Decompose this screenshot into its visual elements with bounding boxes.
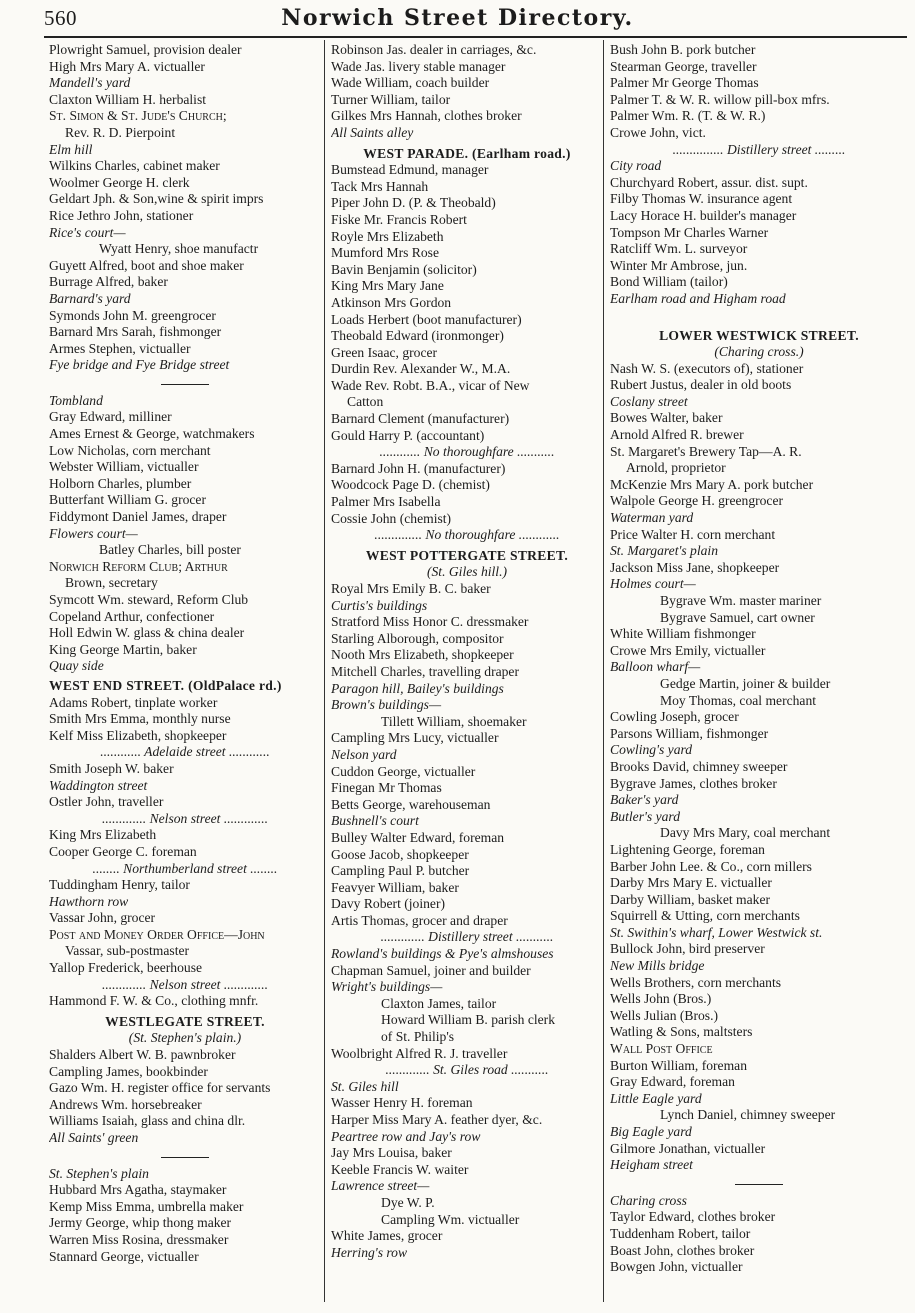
directory-entry: Crowe John, vict. xyxy=(610,124,706,140)
street-name: Peartree row and Jay's row xyxy=(331,1128,481,1144)
indented-entry: Howard William B. parish clerk xyxy=(381,1012,555,1028)
street-name: St. Giles hill xyxy=(331,1078,399,1094)
directory-entry: Bulley Walter Edward, foreman xyxy=(331,829,505,845)
directory-entry: Smith Joseph W. baker xyxy=(49,760,174,776)
directory-entry: Warren Miss Rosina, dressmaker xyxy=(49,1231,229,1247)
indented-entry: Davy Mrs Mary, coal merchant xyxy=(660,825,831,841)
spacer xyxy=(610,308,908,324)
directory-entry: Winter Mr Ambrose, jun. xyxy=(610,257,748,273)
street-name: Wright's buildings— xyxy=(331,979,443,995)
entry-continuation: Brown, secretary xyxy=(65,575,158,591)
directory-entry: Copeland Arthur, confectioner xyxy=(49,608,215,624)
directory-entry: Feavyer William, baker xyxy=(331,879,459,895)
directory-column-2 xyxy=(331,42,603,1307)
directory-entry: Guyett Alfred, boot and shoe maker xyxy=(49,257,244,273)
directory-entry: Bygrave James, clothes broker xyxy=(610,775,777,791)
directory-entry: Gilmore Jonathan, victualler xyxy=(610,1140,766,1156)
street-name: Flowers court— xyxy=(49,525,138,541)
street-name: Mandell's yard xyxy=(49,75,131,91)
indented-entry: Tillett William, shoemaker xyxy=(381,713,527,729)
directory-entry: Campling Paul P. butcher xyxy=(331,863,470,879)
indented-entry: Moy Thomas, coal merchant xyxy=(660,692,817,708)
street-name: Balloon wharf— xyxy=(610,659,701,675)
cross-street-marker: .............. No thoroughfare ............ xyxy=(374,527,560,543)
entry-continuation: Vassar, sub-postmaster xyxy=(65,943,190,959)
directory-entry: Wasser Henry H. foreman xyxy=(331,1095,473,1111)
section-heading: WEST POTTERGATE STREET. xyxy=(365,547,569,563)
directory-entry: Finegan Mr Thomas xyxy=(331,780,442,796)
directory-entry: Woolmer George H. clerk xyxy=(49,174,190,190)
directory-entry: Gray Edward, foreman xyxy=(610,1074,735,1090)
directory-entry: Symcott Wm. steward, Reform Club xyxy=(49,592,249,607)
cross-street-marker: ............. St. Giles road ........... xyxy=(385,1062,549,1078)
directory-entry: Squirrell & Utting, corn merchants xyxy=(610,908,800,924)
directory-entry: Burrage Alfred, baker xyxy=(49,274,168,290)
directory-entry: Crowe Mrs Emily, victualler xyxy=(610,642,766,658)
directory-entry: St. Simon & St. Jude's Church; xyxy=(49,108,227,124)
entry-continuation: Arnold, proprietor xyxy=(626,460,726,476)
directory-entry: Barnard Mrs Sarah, fishmonger xyxy=(49,324,222,340)
directory-entry: Watling & Sons, maltsters xyxy=(610,1024,753,1040)
directory-column-1 xyxy=(49,42,321,1307)
directory-column-3 xyxy=(610,42,908,1307)
street-name: Earlham road and Higham road xyxy=(610,290,786,306)
directory-entry: High Mrs Mary A. victualler xyxy=(49,58,205,74)
street-name: Quay side xyxy=(49,658,104,674)
section-subheading: (St. Stephen's plain.) xyxy=(128,1030,242,1046)
directory-entry: Hubbard Mrs Agatha, staymaker xyxy=(49,1182,227,1198)
directory-entry: Wells Brothers, corn merchants xyxy=(610,974,782,990)
street-name: Heigham street xyxy=(610,1157,693,1173)
cross-street-marker: ............... Distillery street ......... xyxy=(672,141,846,157)
street-name: All Saints alley xyxy=(331,124,414,140)
directory-entry: King George Martin, baker xyxy=(49,641,197,657)
directory-entry: Wells Julian (Bros.) xyxy=(610,1007,719,1023)
directory-entry: Taylor Edward, clothes broker xyxy=(610,1209,776,1225)
directory-entry: Shalders Albert W. B. pawnbroker xyxy=(49,1047,236,1063)
directory-entry: McKenzie Mrs Mary A. pork butcher xyxy=(610,476,814,492)
directory-entry: Wall Post Office xyxy=(610,1041,713,1057)
directory-entry: Stearman George, traveller xyxy=(610,58,757,74)
directory-entry: Palmer Mrs Isabella xyxy=(331,494,441,510)
header-rule xyxy=(44,36,907,38)
directory-entry: Keeble Francis W. waiter xyxy=(331,1161,469,1177)
directory-entry: Palmer Wm. R. (T. & W. R.) xyxy=(610,108,766,124)
indented-entry: Batley Charles, bill poster xyxy=(99,542,241,558)
directory-entry: Jay Mrs Louisa, baker xyxy=(331,1145,452,1161)
directory-entry: White James, grocer xyxy=(331,1228,443,1244)
directory-entry: Tuddingham Henry, tailor xyxy=(49,877,190,893)
column-divider xyxy=(603,40,604,1302)
directory-entry: Royle Mrs Elizabeth xyxy=(331,228,444,244)
street-name: Charing cross xyxy=(610,1192,687,1208)
street-name: New Mills bridge xyxy=(610,958,705,974)
directory-entry: Filby Thomas W. insurance agent xyxy=(610,191,793,207)
section-separator xyxy=(735,1184,783,1185)
directory-entry: Gray Edward, milliner xyxy=(49,409,172,425)
directory-entry: Tack Mrs Hannah xyxy=(331,178,429,194)
entry-continuation: Catton xyxy=(347,394,384,410)
section-subheading: (Charing cross.) xyxy=(714,344,804,360)
directory-entry: Ratcliff Wm. L. surveyor xyxy=(610,241,748,257)
section-heading: WEST END STREET. (OldPalace rd.) xyxy=(49,677,282,693)
cross-street-marker: ............ Adelaide street ............ xyxy=(100,744,270,760)
street-name: St. Margaret's plain xyxy=(610,543,719,559)
directory-entry: White William fishmonger xyxy=(610,626,756,642)
directory-entry: Boast John, clothes broker xyxy=(610,1242,755,1258)
directory-entry: Price Walter H. corn merchant xyxy=(610,526,776,542)
street-name: Nelson yard xyxy=(331,746,397,762)
street-name: City road xyxy=(610,158,662,174)
section-subheading: (St. Giles hill.) xyxy=(426,564,508,580)
directory-entry: Royal Mrs Emily B. C. baker xyxy=(331,581,491,596)
directory-entry: Smith Mrs Emma, monthly nurse xyxy=(49,711,231,727)
directory-entry: Butterfant William G. grocer xyxy=(49,492,206,508)
cross-street-marker: ........ Northumberland street ........ xyxy=(92,860,278,876)
directory-entry: Webster William, victualler xyxy=(49,459,199,475)
directory-entry: Adams Robert, tinplate worker xyxy=(49,694,218,710)
street-name: St. Stephen's plain xyxy=(49,1165,149,1181)
directory-entry: Cossie John (chemist) xyxy=(331,510,452,526)
section-separator xyxy=(161,1157,209,1158)
directory-entry: Armes Stephen, victualler xyxy=(49,340,191,356)
directory-entry: Bush John B. pork butcher xyxy=(610,42,756,57)
street-name: Elm hill xyxy=(49,141,93,157)
directory-entry: Woolbright Alfred R. J. traveller xyxy=(331,1045,508,1061)
directory-entry: Mitchell Charles, travelling draper xyxy=(331,663,519,679)
indented-entry: Claxton James, tailor xyxy=(381,995,497,1011)
column-divider xyxy=(324,40,325,1302)
directory-entry: Williams Isaiah, glass and china dlr. xyxy=(49,1113,246,1129)
directory-entry: Nash W. S. (executors of), stationer xyxy=(610,360,804,376)
directory-entry: Fiddymont Daniel James, draper xyxy=(49,509,227,525)
cross-street-marker: ............ No thoroughfare ........... xyxy=(379,444,555,460)
indented-entry: Gedge Martin, joiner & builder xyxy=(660,675,831,691)
directory-entry: Stannard George, victualler xyxy=(49,1248,199,1264)
street-name: Cowling's yard xyxy=(610,742,693,758)
cross-street-marker: ............. Nelson street ............. xyxy=(101,810,268,826)
directory-entry: Holborn Charles, plumber xyxy=(49,475,192,491)
directory-entry: Wade Jas. livery stable manager xyxy=(331,58,506,74)
street-name: Bushnell's court xyxy=(331,813,419,829)
directory-entry: Symonds John M. greengrocer xyxy=(49,307,216,323)
street-name: Waddington street xyxy=(49,777,148,793)
directory-entry: Artis Thomas, grocer and draper xyxy=(331,912,508,928)
directory-entry: Chapman Samuel, joiner and builder xyxy=(331,962,531,978)
directory-entry: Tompson Mr Charles Warner xyxy=(610,224,769,240)
street-name: St. Swithin's wharf, Lower Westwick st. xyxy=(610,924,823,940)
directory-entry: Harper Miss Mary A. feather dyer, &c. xyxy=(331,1112,543,1127)
directory-entry: King Mrs Mary Jane xyxy=(331,278,444,294)
directory-entry: Gilkes Mrs Hannah, clothes broker xyxy=(331,108,522,124)
directory-entry: Darby Mrs Mary E. victualler xyxy=(610,875,772,891)
directory-entry: Cowling Joseph, grocer xyxy=(610,709,739,725)
indented-entry: of St. Philip's xyxy=(381,1029,455,1045)
directory-entry: Bullock John, bird preserver xyxy=(610,941,765,957)
directory-entry: Bavin Benjamin (solicitor) xyxy=(331,261,477,277)
directory-entry: Campling James, bookbinder xyxy=(49,1063,208,1079)
directory-entry: Ames Ernest & George, watchmakers xyxy=(49,426,255,442)
page-title: Norwich Street Directory. xyxy=(281,5,634,31)
cross-street-marker: ............. Nelson street ............. xyxy=(101,976,268,992)
directory-entry: Kemp Miss Emma, umbrella maker xyxy=(49,1198,244,1214)
directory-entry: Palmer T. & W. R. willow pill-box mfrs. xyxy=(610,91,830,107)
section-heading: WESTLEGATE STREET. xyxy=(105,1013,265,1029)
directory-entry: St. Margaret's Brewery Tap—A. R. xyxy=(610,443,802,459)
street-name: Tombland xyxy=(49,392,103,408)
cross-street-marker: ............. Distillery street ........... xyxy=(380,929,554,945)
street-name: Little Eagle yard xyxy=(610,1090,702,1106)
directory-entry: Barnard John H. (manufacturer) xyxy=(331,460,506,476)
directory-entry: Theobald Edward (ironmonger) xyxy=(331,328,504,344)
directory-entry: Walpole George H. greengrocer xyxy=(610,493,784,509)
directory-entry: Woodcock Page D. (chemist) xyxy=(331,477,490,493)
section-heading: LOWER WESTWICK STREET. xyxy=(659,327,859,343)
indented-entry: Lynch Daniel, chimney sweeper xyxy=(660,1107,836,1123)
directory-entry: Barber John Lee. & Co., corn millers xyxy=(610,858,812,874)
directory-entry: Burton William, foreman xyxy=(610,1057,747,1073)
street-name: Hawthorn row xyxy=(49,893,129,909)
directory-entry: Davy Robert (joiner) xyxy=(331,896,446,912)
directory-entry: Yallop Frederick, beerhouse xyxy=(49,960,203,976)
directory-entry: Norwich Reform Club; Arthur xyxy=(49,558,228,574)
section-separator xyxy=(161,384,209,385)
directory-entry: Cooper George C. foreman xyxy=(49,843,197,859)
directory-entry: Churchyard Robert, assur. dist. supt. xyxy=(610,174,808,190)
street-name: Holmes court— xyxy=(610,576,696,592)
directory-entry: Jermy George, whip thong maker xyxy=(49,1215,232,1231)
street-name: Butler's yard xyxy=(610,808,680,824)
street-name: Fye bridge and Fye Bridge street xyxy=(49,357,230,373)
directory-entry: Robinson Jas. dealer in carriages, &c. xyxy=(331,42,537,57)
street-name: All Saints' green xyxy=(49,1130,139,1145)
directory-entry: Lacy Horace H. builder's manager xyxy=(610,207,797,223)
directory-entry: Goose Jacob, shopkeeper xyxy=(331,846,469,862)
directory-entry: Arnold Alfred R. brewer xyxy=(610,427,744,443)
street-name: Curtis's buildings xyxy=(331,597,428,613)
directory-entry: Gazo Wm. H. register office for servants xyxy=(49,1080,271,1096)
section-heading: WEST PARADE. (Earlham road.) xyxy=(363,145,571,161)
street-name: Lawrence street— xyxy=(331,1178,430,1194)
directory-entry: Wells John (Bros.) xyxy=(610,991,712,1007)
indented-entry: Bygrave Wm. master mariner xyxy=(660,593,822,608)
directory-entry: Turner William, tailor xyxy=(331,91,451,107)
entry-continuation: Rev. R. D. Pierpoint xyxy=(65,124,176,140)
directory-entry: Darby William, basket maker xyxy=(610,891,771,907)
street-name: Big Eagle yard xyxy=(610,1124,692,1139)
directory-entry: Betts George, warehouseman xyxy=(331,796,491,812)
street-name: Coslany street xyxy=(610,393,688,409)
directory-entry: Rice Jethro John, stationer xyxy=(49,207,194,223)
indented-entry: Campling Wm. victualler xyxy=(381,1211,520,1227)
directory-entry: Holl Edwin W. glass & china dealer xyxy=(49,625,245,641)
directory-entry: Jackson Miss Jane, shopkeeper xyxy=(610,559,780,575)
directory-entry: Parsons William, fishmonger xyxy=(610,725,769,741)
directory-entry: Palmer Mr George Thomas xyxy=(610,75,759,91)
directory-entry: Low Nicholas, corn merchant xyxy=(49,442,211,458)
directory-entry: Wilkins Charles, cabinet maker xyxy=(49,158,220,174)
directory-entry: Rubert Justus, dealer in old boots xyxy=(610,377,792,393)
directory-entry: Ostler John, traveller xyxy=(49,794,164,810)
directory-entry: Andrews Wm. horsebreaker xyxy=(49,1096,202,1112)
indented-entry: Wyatt Henry, shoe manufactr xyxy=(99,241,259,257)
directory-entry: Barnard Clement (manufacturer) xyxy=(331,411,510,427)
directory-entry: Claxton William H. herbalist xyxy=(49,91,207,107)
indented-entry: Bygrave Samuel, cart owner xyxy=(660,609,815,625)
directory-entry: Starling Alborough, compositor xyxy=(331,630,504,646)
directory-entry: Vassar John, grocer xyxy=(49,910,156,926)
directory-entry: Durdin Rev. Alexander W., M.A. xyxy=(331,361,511,377)
directory-entry: Campling Mrs Lucy, victualler xyxy=(331,730,499,746)
directory-entry: Kelf Miss Elizabeth, shopkeeper xyxy=(49,727,227,743)
street-name: Rice's court— xyxy=(49,224,126,240)
indented-entry: Dye W. P. xyxy=(381,1194,435,1210)
directory-entry: Green Isaac, grocer xyxy=(331,344,438,360)
street-name: Herring's row xyxy=(331,1244,408,1260)
directory-entry: Bumstead Edmund, manager xyxy=(331,162,489,178)
directory-entry: Gould Harry P. (accountant) xyxy=(331,427,485,443)
directory-entry: Lightening George, foreman xyxy=(610,841,765,857)
directory-entry: Wade Rev. Robt. B.A., vicar of New xyxy=(331,377,530,393)
street-name: Barnard's yard xyxy=(49,290,131,306)
directory-entry: Wade William, coach builder xyxy=(331,75,490,91)
street-name: Baker's yard xyxy=(610,792,679,808)
directory-entry: Nooth Mrs Elizabeth, shopkeeper xyxy=(331,647,514,663)
street-name: Rowland's buildings & Pye's almshouses xyxy=(331,946,554,962)
directory-entry: Fiske Mr. Francis Robert xyxy=(331,211,467,227)
page-number: 560 xyxy=(44,6,77,30)
directory-entry: Bowes Walter, baker xyxy=(610,410,723,426)
directory-entry: Bowgen John, victualler xyxy=(610,1259,743,1275)
directory-entry: Atkinson Mrs Gordon xyxy=(331,294,452,310)
directory-entry: Geldart Jph. & Son,wine & spirit imprs xyxy=(49,191,264,207)
directory-entry: Post and Money Order Office—John xyxy=(49,926,265,942)
directory-entry: Brooks David, chimney sweeper xyxy=(610,758,788,774)
street-name: Paragon hill, Bailey's buildings xyxy=(331,680,504,696)
directory-entry: Hammond F. W. & Co., clothing mnfr. xyxy=(49,993,259,1009)
directory-entry: Piper John D. (P. & Theobald) xyxy=(331,195,496,211)
street-name: Brown's buildings— xyxy=(331,697,442,713)
street-name: Waterman yard xyxy=(610,510,694,526)
directory-entry: Cuddon George, victualler xyxy=(331,763,476,779)
directory-entry: Mumford Mrs Rose xyxy=(331,245,439,261)
directory-entry: Tuddenham Robert, tailor xyxy=(610,1225,751,1241)
directory-entry: King Mrs Elizabeth xyxy=(49,827,157,843)
directory-entry: Bond William (tailor) xyxy=(610,274,728,290)
directory-entry: Loads Herbert (boot manufacturer) xyxy=(331,311,522,327)
directory-entry: Plowright Samuel, provision dealer xyxy=(49,42,242,57)
directory-entry: Stratford Miss Honor C. dressmaker xyxy=(331,614,529,630)
